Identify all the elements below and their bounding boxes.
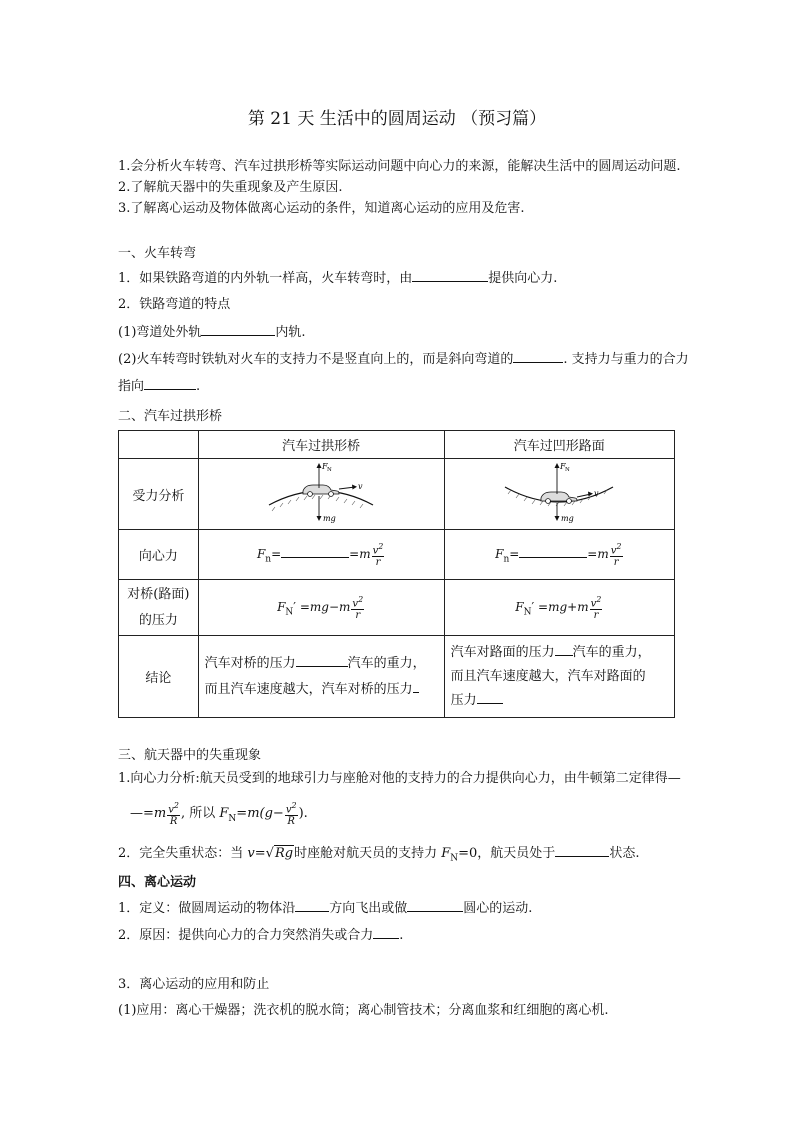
- q1-post: 圆心的运动.: [463, 901, 533, 916]
- fn-label: F: [322, 462, 328, 471]
- concl2-line2: 而且汽车速度越大，汽车对路面的: [450, 668, 646, 684]
- q1-pre: 1．如果铁路弯道的内外轨一样高，火车转弯时，由: [118, 271, 413, 286]
- concave-conclusion: [444, 636, 674, 718]
- f-symbol: F: [495, 546, 504, 561]
- eq-sign: =: [587, 546, 598, 561]
- v-symbol: v: [610, 545, 617, 557]
- q1-close: ).: [298, 806, 308, 822]
- f-sub: N: [228, 813, 237, 824]
- blank-line[interactable]: [519, 544, 587, 558]
- q2-pre: 2．原因：提供向心力的合力突然消失或合力: [118, 928, 374, 943]
- m-symbol: m: [597, 546, 609, 561]
- f-sub: N: [285, 607, 294, 618]
- f-symbol: F: [277, 599, 286, 614]
- arch-bridge-diagram: [261, 459, 381, 525]
- row-label-pressure-line2: 的压力: [138, 612, 178, 628]
- blank-line[interactable]: [373, 925, 399, 939]
- square: 2: [358, 594, 364, 604]
- q1-mid: 方向飞出或做: [329, 901, 408, 916]
- q2a-pre: (1)弯道处外轨: [118, 325, 202, 340]
- objective-1: 1.会分析火车转弯、汽车过拱形桥等实际运动问题中向心力的来源，能解决生活中的圆周运动问题.: [118, 159, 681, 174]
- section1-q2b: [118, 349, 689, 370]
- prime-mark: ′: [293, 599, 297, 614]
- q1-eq: =m(g−: [236, 806, 284, 822]
- v2-over-r: [351, 594, 364, 621]
- m-symbol: m: [153, 806, 167, 822]
- concl1-pre: 汽车对桥的压力: [204, 655, 296, 671]
- r-symbol: r: [593, 610, 599, 622]
- r-symbol: r: [613, 557, 619, 569]
- arch-pressure-formula: [198, 580, 444, 636]
- square: 2: [291, 801, 297, 810]
- blank-line[interactable]: [144, 376, 196, 390]
- section4-q1: [118, 898, 532, 919]
- v2-over-R: [285, 800, 298, 827]
- v-symbol: v: [590, 598, 597, 610]
- eq-sign: =: [271, 546, 282, 561]
- concl2-post: 汽车的重力，: [572, 644, 651, 660]
- q2-pre: 2．完全失重状态：当: [118, 846, 248, 861]
- f-sub: N: [450, 853, 459, 864]
- concave-road-diagram-cell: [444, 459, 674, 530]
- row-label-conclusion: 结论: [119, 636, 199, 718]
- blank-line[interactable]: [295, 898, 329, 912]
- q1-l2-pre: —=: [130, 806, 154, 822]
- row-label-pressure-line1: 对桥(路面): [127, 586, 190, 602]
- m-symbol: m: [359, 546, 371, 561]
- q1-pre: 1．定义：做圆周运动的物体沿: [118, 901, 296, 916]
- q2a-post: 内轨.: [275, 325, 306, 340]
- r-symbol: r: [375, 557, 381, 569]
- v2-over-R: [167, 800, 180, 827]
- section4-q2: [118, 925, 403, 946]
- q1-l2-mid: , 所以: [180, 806, 220, 822]
- concave-centripetal-formula: [444, 530, 674, 580]
- section3-heading: 三、航天器中的失重现象: [118, 748, 262, 763]
- R-symbol: R: [169, 816, 178, 828]
- blank-line[interactable]: [477, 690, 503, 704]
- col-header-arch: 汽车过拱形桥: [198, 431, 444, 459]
- f-symbol: F: [441, 846, 451, 861]
- blank-line[interactable]: [413, 679, 419, 693]
- row-label-centripetal: 向心力: [119, 530, 199, 580]
- v-symbol: v: [372, 545, 379, 557]
- blank-line[interactable]: [407, 898, 463, 912]
- concave-road-diagram: [499, 459, 619, 525]
- section1-heading: 一、火车转弯: [118, 246, 197, 261]
- f-symbol: F: [256, 546, 266, 561]
- section1-q2b-line2: [118, 376, 200, 397]
- bridge-table: [118, 430, 675, 718]
- blank-line[interactable]: [513, 349, 563, 363]
- section3-q2: [118, 843, 639, 869]
- section4-q3a: (1)应用：离心干燥器；洗衣机的脱水筒；离心制管技术；分离血浆和红细胞的离心机.: [118, 1003, 609, 1018]
- section1-q1: [118, 268, 557, 289]
- v2-over-r: [372, 541, 385, 568]
- blank-line[interactable]: [412, 268, 488, 282]
- r-symbol: r: [355, 610, 361, 622]
- fn-label: F: [560, 462, 566, 471]
- fn-sub-label: N: [565, 467, 571, 473]
- v2-over-r: [610, 541, 623, 568]
- section3-q1-line2: [130, 800, 308, 832]
- blank-line[interactable]: [201, 322, 275, 336]
- v-symbol: v: [285, 804, 292, 816]
- square: 2: [173, 801, 179, 810]
- objective-2: 2.了解航天器中的失重现象及产生原因.: [118, 180, 343, 195]
- f-sub: n: [503, 554, 510, 565]
- v-label: v: [358, 482, 363, 491]
- q2b-pre: (2)火车转弯时铁轨对火车的支持力不是竖直向上的，而是斜向弯道的: [118, 352, 514, 367]
- concave-pressure-formula: [444, 580, 674, 636]
- f-symbol: F: [219, 806, 229, 822]
- arch-conclusion: [198, 636, 444, 718]
- page-title: 第 21 天 生活中的圆周运动 （预习篇）: [247, 109, 547, 129]
- mg-label: mg: [561, 514, 575, 523]
- eq-sign: =: [254, 846, 266, 861]
- blank-line[interactable]: [555, 642, 573, 656]
- square: 2: [596, 594, 602, 604]
- section4-q3: 3．离心运动的应用和防止: [118, 977, 270, 992]
- eq-sign: =: [509, 546, 520, 561]
- col-header-concave: 汽车过凹形路面: [444, 431, 674, 459]
- row-label-force: 受力分析: [119, 459, 199, 530]
- objective-3: 3.了解离心运动及物体做离心运动的条件，知道离心运动的应用及危害.: [118, 201, 525, 216]
- R-symbol: R: [287, 816, 295, 828]
- q2-mid: 时座舱对航天员的支持力: [294, 846, 442, 861]
- v-symbol: v: [352, 598, 359, 610]
- section1-q2a: [118, 322, 306, 343]
- square: 2: [616, 541, 622, 551]
- section3-q1-line1: 1.向心力分析:航天员受到的地球引力与座舱对他的支持力的合力提供向心力，由牛顿第二定律得—: [118, 771, 681, 786]
- f-sub: N: [523, 607, 532, 618]
- prime-mark: ′: [531, 599, 535, 614]
- mg-label: mg: [323, 514, 336, 523]
- q1-post: 提供向心力.: [488, 271, 558, 286]
- arch-centripetal-formula: [198, 530, 444, 580]
- fn-sub-label: N: [327, 467, 332, 473]
- blank-line[interactable]: [555, 843, 609, 857]
- q2b-line2-pre: 指向: [118, 379, 145, 394]
- q2-zero: =0，航天员处于: [458, 846, 556, 861]
- blank-line[interactable]: [281, 544, 349, 558]
- concl2-line3: 压力: [450, 692, 477, 708]
- v-label: v: [594, 489, 599, 498]
- concl2-pre: 汽车对路面的压力: [450, 644, 555, 660]
- q2b-post: . 支持力与重力的合力: [563, 352, 689, 367]
- concl1-post: 汽车的重力，: [347, 655, 426, 671]
- v-symbol: v: [247, 846, 255, 861]
- q2-post: 状态.: [609, 846, 640, 861]
- mg-plus: =mg+m: [538, 599, 589, 614]
- sqrt-content: Rg: [274, 846, 294, 861]
- concl1-line2: 而且汽车速度越大，汽车对桥的压力: [204, 681, 413, 697]
- section2-heading: 二、汽车过拱形桥: [118, 409, 223, 424]
- q2-post: .: [399, 928, 404, 943]
- mg-minus: =mg−m: [299, 599, 351, 614]
- row-label-pressure: [119, 580, 199, 636]
- header-empty-cell: [119, 431, 199, 459]
- section4-heading: 四、离心运动: [118, 875, 197, 890]
- v2-over-r: [590, 594, 603, 621]
- eq-sign: =: [349, 546, 360, 561]
- arch-bridge-diagram-cell: [198, 459, 444, 530]
- f-sub: n: [265, 554, 272, 565]
- section1-q2: 2．铁路弯道的特点: [118, 297, 231, 312]
- sqrt-sign: √: [265, 846, 274, 861]
- f-symbol: F: [515, 599, 524, 614]
- square: 2: [378, 541, 384, 551]
- v-symbol: v: [168, 804, 174, 816]
- q2b-line2-post: .: [196, 379, 201, 394]
- blank-line[interactable]: [296, 653, 348, 667]
